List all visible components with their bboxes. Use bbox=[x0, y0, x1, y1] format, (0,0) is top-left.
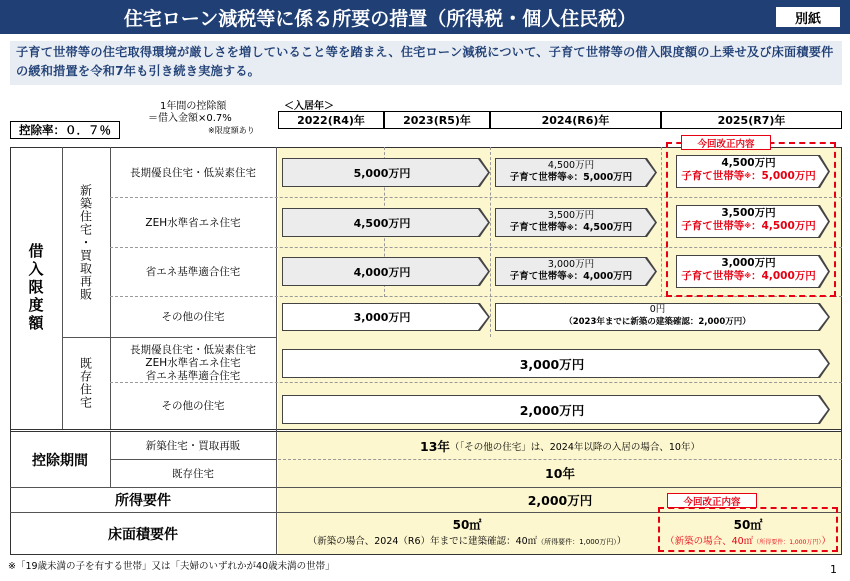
row-label-period-existing: 既存住宅 bbox=[172, 467, 214, 480]
value-period-existing: 10年 bbox=[545, 466, 575, 481]
value-zeh-2025-a: 3,500万円 bbox=[721, 207, 776, 219]
footnote-mark: ※ bbox=[744, 172, 752, 180]
value-long-term-2024-a: 4,500万円 bbox=[547, 160, 595, 171]
page-number: 1 bbox=[830, 563, 837, 576]
page-title: 住宅ローン減税等に係る所要の措置（所得税・個人住民税） bbox=[123, 7, 637, 30]
value-existing-other: 2,000万円 bbox=[519, 402, 585, 418]
deduction-rate-box: 控除率：０．７％ bbox=[10, 121, 120, 139]
category-deduction-period: 控除期間 bbox=[32, 452, 88, 469]
category-new bbox=[62, 147, 110, 337]
attachment-badge: 別紙 bbox=[775, 6, 841, 28]
value-zeh-early: 4,500万円 bbox=[353, 216, 411, 230]
value-floor-main: 50㎡ bbox=[452, 518, 482, 532]
value-energy-2024-line2 bbox=[496, 271, 646, 283]
year-header-2023: 2023(R5)年 bbox=[384, 111, 490, 129]
value-energy-2025-c: ：4,000万円 bbox=[751, 270, 816, 282]
footnote: ※「19歳未満の子を有する世帯」又は「夫婦のいずれかが40歳未満の世帯」 bbox=[8, 561, 335, 572]
value-floor-note-small: （所得要件：1,000万円） bbox=[537, 538, 617, 546]
calc-note-line1: 1年間の控除額 bbox=[160, 101, 227, 112]
revision-tag-loan: 今回改正内容 bbox=[681, 135, 771, 150]
value-zeh-2025 bbox=[676, 207, 821, 233]
row-label-zeh: ZEH水準省エネ住宅 bbox=[145, 216, 241, 229]
value-income: 2,000万円 bbox=[527, 492, 593, 508]
footnote-mark: ※ bbox=[744, 272, 752, 280]
row-label-existing-c: 省エネ基準適合住宅 bbox=[145, 370, 241, 382]
value-zeh-2024-b: 子育て世帯等 bbox=[509, 222, 567, 233]
value-energy-2024 bbox=[496, 259, 646, 283]
value-energy-2025-a: 3,000万円 bbox=[721, 257, 776, 269]
col-sep-2024 bbox=[490, 147, 491, 337]
value-long-term-2024-c: ：5,000万円 bbox=[573, 172, 633, 183]
value-long-term-2025-line2 bbox=[676, 170, 821, 183]
value-period-new-cell bbox=[278, 432, 842, 459]
revision-tag-floor: 今回改正内容 bbox=[667, 493, 757, 508]
category-loan-limit-text: 借入限度額 bbox=[26, 243, 45, 333]
value-energy-2024-c: ：4,000万円 bbox=[573, 271, 633, 282]
value-floor-note: （新築の場合、2024（R6）年までに建築確認：40㎡ bbox=[307, 536, 538, 547]
intro-text: 子育て世帯等の住宅取得環境が厳しさを増していること等を踏まえ、住宅ローン減税について、子育て世帯等の借入限度額の上乗せ及び床面積要件の緩和措置を令和7年も引き続き実施する。 bbox=[10, 41, 842, 85]
value-long-term-2024-line2 bbox=[496, 172, 646, 184]
value-other-late-b: （2023年までに新築の建築確認：2,000万円） bbox=[564, 317, 751, 327]
value-floor-2025-note-end: ） bbox=[821, 536, 831, 547]
value-long-term-2024-b: 子育て世帯等 bbox=[509, 172, 567, 183]
value-other-late-a: 0円 bbox=[649, 304, 666, 315]
value-period-new: 13年 bbox=[420, 438, 450, 454]
row-label-period-new: 新築住宅・買取再販 bbox=[145, 440, 241, 452]
footnote-mark: ※ bbox=[566, 273, 574, 281]
row-label-existing-group bbox=[110, 344, 276, 383]
value-energy-2024-a: 3,000万円 bbox=[547, 259, 595, 270]
value-period-new-note: （「その他の住宅」は、2024年以降の入居の場合、10年） bbox=[449, 441, 700, 453]
value-long-term-2025-a: 4,500万円 bbox=[721, 157, 776, 169]
value-floor-2025-note-line bbox=[660, 533, 836, 547]
row-label-existing-a: 長期優良住宅・低炭素住宅 bbox=[130, 344, 256, 356]
calc-note-line2: ＝借入金額×0.7% bbox=[148, 113, 232, 124]
category-loan-limit bbox=[10, 147, 62, 429]
category-existing-text: 既存住宅 bbox=[78, 357, 93, 409]
row-label-other: その他の住宅 bbox=[161, 311, 225, 323]
value-floor-note-end: ） bbox=[616, 536, 627, 547]
value-other-late bbox=[495, 304, 820, 328]
value-floor-2025-main: 50㎡ bbox=[733, 518, 763, 532]
col-sep-2025 bbox=[661, 147, 662, 297]
value-zeh-2024-line2 bbox=[496, 222, 646, 234]
footnote-mark: ※ bbox=[566, 174, 574, 182]
row-label-existing-b: ZEH水準省エネ住宅 bbox=[145, 357, 241, 369]
footnote-mark: ※ bbox=[566, 224, 574, 232]
row-label-existing-other: その他の住宅 bbox=[161, 400, 225, 412]
value-energy-2025-b: 子育て世帯等 bbox=[681, 270, 745, 282]
value-zeh-2025-b: 子育て世帯等 bbox=[681, 220, 745, 232]
value-zeh-2024-c: ：4,500万円 bbox=[573, 222, 633, 233]
value-energy-early: 4,000万円 bbox=[353, 265, 411, 279]
value-energy-2025 bbox=[676, 257, 821, 283]
year-header-2025: 2025(R7)年 bbox=[661, 111, 842, 129]
value-energy-2025-line2 bbox=[676, 270, 821, 283]
value-zeh-2024-a: 3,500万円 bbox=[547, 210, 595, 221]
value-floor-2025-cell bbox=[660, 516, 836, 547]
category-income: 所得要件 bbox=[115, 492, 171, 509]
category-floor: 床面積要件 bbox=[108, 526, 178, 543]
value-floor-2025-note-small: （所得要件：1,000万円） bbox=[753, 539, 822, 546]
row-label-long-term: 長期優良住宅・低炭素住宅 bbox=[130, 166, 256, 179]
col-line-lower bbox=[276, 487, 277, 555]
col-line-period bbox=[276, 432, 277, 487]
category-new-text: 新築住宅・買取再販 bbox=[78, 183, 93, 301]
value-floor-2025-note: （新築の場合、40㎡ bbox=[665, 536, 754, 547]
year-header-2022: 2022(R4)年 bbox=[278, 111, 384, 129]
value-existing-main: 3,000万円 bbox=[519, 356, 585, 372]
value-long-term-2025 bbox=[676, 157, 821, 183]
value-floor-cell bbox=[278, 516, 656, 547]
value-long-term-early: 5,000万円 bbox=[353, 166, 411, 180]
year-header-2024: 2024(R6)年 bbox=[490, 111, 661, 129]
row-label-energy: 省エネ基準適合住宅 bbox=[145, 266, 241, 278]
value-floor-note-line bbox=[278, 533, 656, 547]
col-line-main bbox=[276, 147, 277, 432]
category-existing bbox=[62, 337, 110, 429]
footnote-mark: ※ bbox=[744, 222, 752, 230]
value-zeh-2025-line2 bbox=[676, 220, 821, 233]
value-zeh-2024 bbox=[496, 210, 646, 234]
value-zeh-2025-c: ：4,500万円 bbox=[751, 220, 816, 232]
calc-note-line3: ※限度額あり bbox=[208, 126, 255, 135]
value-long-term-2025-b: 子育て世帯等 bbox=[681, 170, 745, 182]
value-energy-2024-b: 子育て世帯等 bbox=[509, 271, 567, 282]
value-long-term-2025-c: ：5,000万円 bbox=[751, 170, 816, 182]
calc-note bbox=[148, 101, 278, 137]
entry-year-label: ＜入居年＞ bbox=[284, 101, 334, 112]
value-other-early: 3,000万円 bbox=[353, 311, 411, 324]
value-long-term-2024 bbox=[496, 160, 646, 184]
